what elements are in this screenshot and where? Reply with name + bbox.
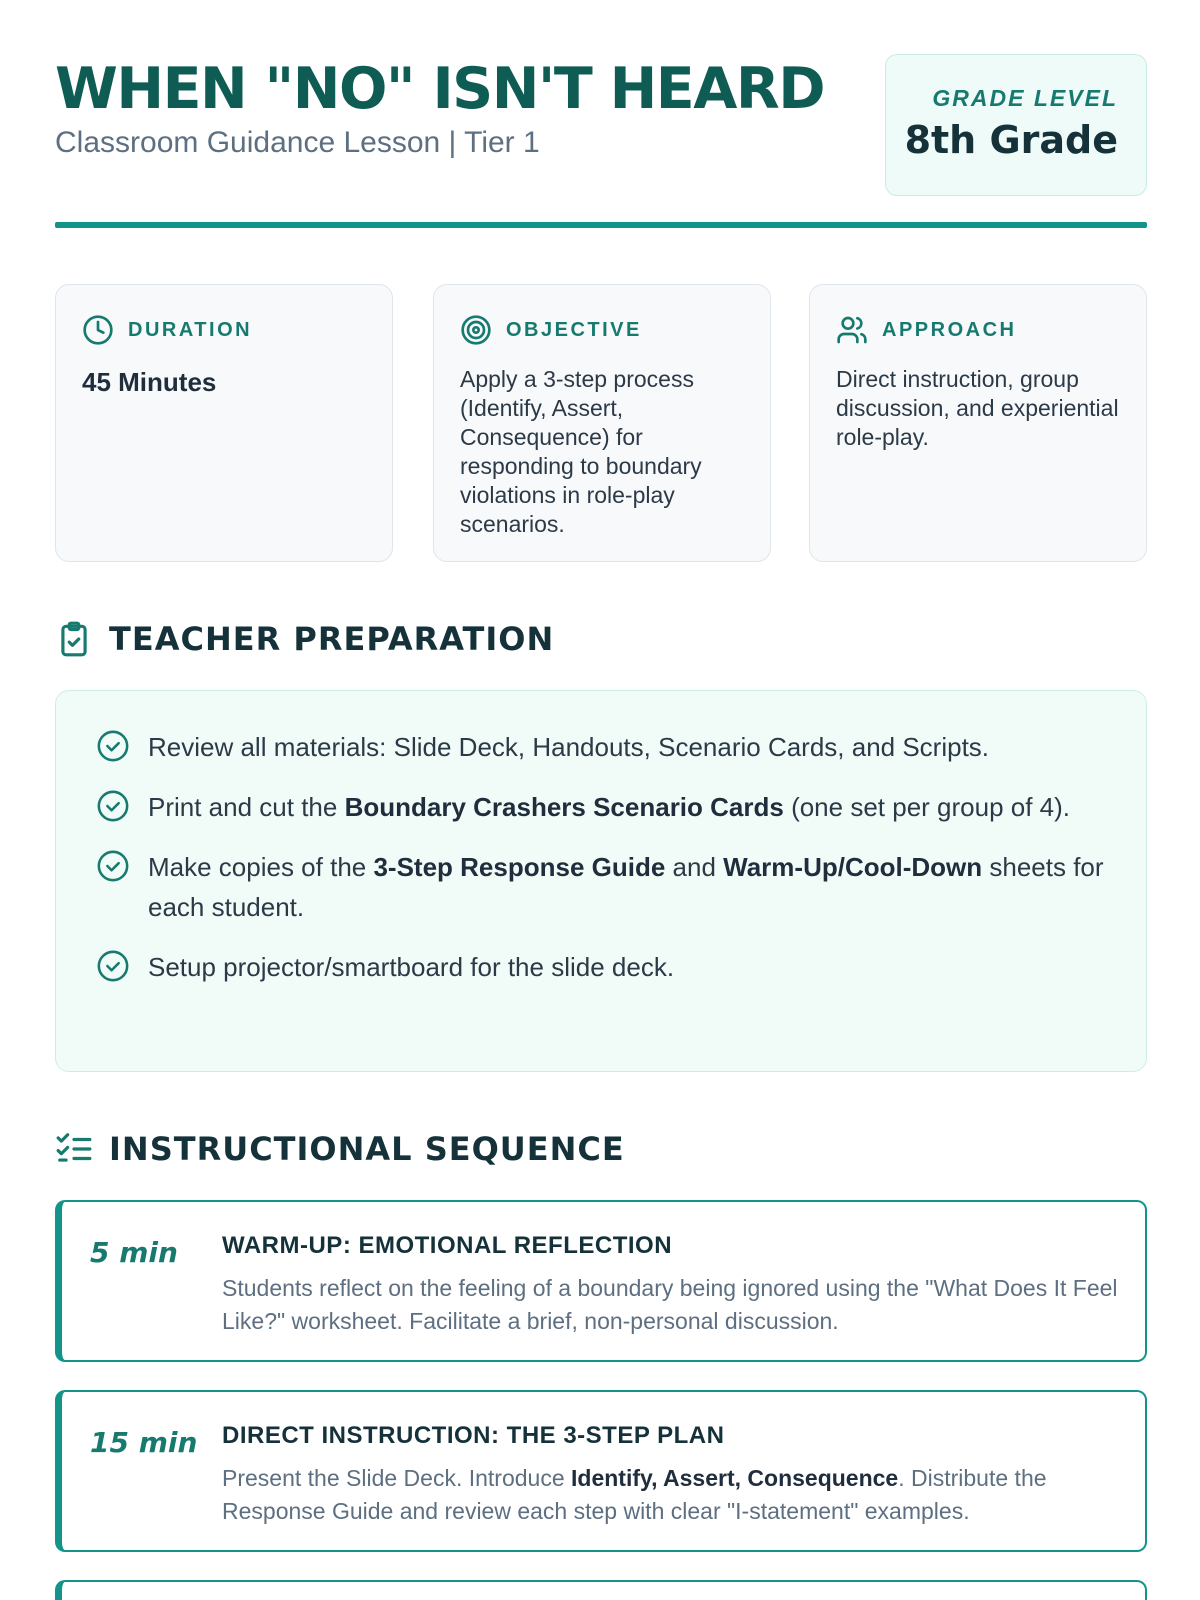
info-cards bbox=[55, 284, 1147, 562]
step-title: WARM-UP: EMOTIONAL REFLECTION bbox=[222, 1232, 673, 1259]
header-divider bbox=[55, 222, 1147, 228]
duration-value: 45 Minutes bbox=[82, 367, 217, 397]
step-duration: 5 min bbox=[90, 1236, 178, 1269]
teacher-preparation-list bbox=[55, 690, 1147, 1072]
duration-label: DURATION bbox=[128, 318, 253, 341]
sequence-step-direct-instruction bbox=[55, 1390, 1147, 1552]
sequence-step-next bbox=[55, 1580, 1147, 1600]
prep-item bbox=[96, 787, 1106, 827]
sequence-step-warm-up bbox=[55, 1200, 1147, 1362]
check-circle-icon bbox=[96, 789, 130, 823]
check-circle-icon bbox=[96, 729, 130, 763]
step-description: Students reflect on the feeling of a boundary being ignored using the "What Does It Feel Like?" worksheet. Facilitate a brief, non-personal discussion. bbox=[222, 1275, 1118, 1334]
duration-card bbox=[55, 284, 393, 562]
page-subtitle: Classroom Guidance Lesson | Tier 1 bbox=[55, 126, 540, 159]
users-icon bbox=[836, 314, 868, 346]
check-circle-icon bbox=[96, 849, 130, 883]
step-description: Present the Slide Deck. Introduce Identify, Assert, Consequence. Distribute the Response Guide and review each step with clear "I-statement" examples. bbox=[222, 1465, 1047, 1524]
teacher-preparation-title: TEACHER PREPARATION bbox=[109, 620, 555, 658]
instructional-sequence-title: INSTRUCTIONAL SEQUENCE bbox=[109, 1130, 625, 1168]
instructional-sequence-heading bbox=[55, 1130, 625, 1168]
grade-level-label: GRADE LEVEL bbox=[932, 85, 1118, 111]
lesson-plan-page bbox=[55, 0, 1147, 1524]
prep-item-text: Print and cut the Boundary Crashers Scenario Cards (one set per group of 4). bbox=[148, 792, 1071, 822]
grade-level-badge bbox=[885, 54, 1147, 196]
prep-item bbox=[96, 847, 1106, 927]
prep-item-text: Setup projector/smartboard for the slide deck. bbox=[148, 952, 675, 982]
step-title: DIRECT INSTRUCTION: THE 3-STEP PLAN bbox=[222, 1422, 725, 1449]
clipboard-check-icon bbox=[55, 620, 93, 658]
objective-label: OBJECTIVE bbox=[506, 318, 642, 341]
header bbox=[55, 0, 1147, 230]
page-title: WHEN "NO" ISN'T HEARD bbox=[55, 56, 825, 122]
objective-text: Apply a 3-step process (Identify, Assert, Consequence) for responding to boundary violations in role-play scenarios. bbox=[460, 366, 702, 537]
teacher-preparation-heading bbox=[55, 620, 554, 658]
check-circle-icon bbox=[96, 949, 130, 983]
prep-item bbox=[96, 947, 1106, 987]
approach-card bbox=[809, 284, 1147, 562]
approach-label: APPROACH bbox=[882, 318, 1017, 341]
grade-level-value: 8th Grade bbox=[904, 118, 1118, 162]
target-icon bbox=[460, 314, 492, 346]
prep-item bbox=[96, 727, 1106, 767]
checklist-icon bbox=[55, 1130, 93, 1168]
prep-item-text: Review all materials: Slide Deck, Handouts, Scenario Cards, and Scripts. bbox=[148, 732, 990, 762]
step-duration: 15 min bbox=[90, 1426, 198, 1459]
objective-card bbox=[433, 284, 771, 562]
clock-icon bbox=[82, 314, 114, 346]
prep-item-text: Make copies of the 3-Step Response Guide and Warm-Up/Cool-Down sheets for each student. bbox=[148, 852, 1104, 922]
approach-text: Direct instruction, group discussion, and experiential role-play. bbox=[836, 366, 1119, 450]
